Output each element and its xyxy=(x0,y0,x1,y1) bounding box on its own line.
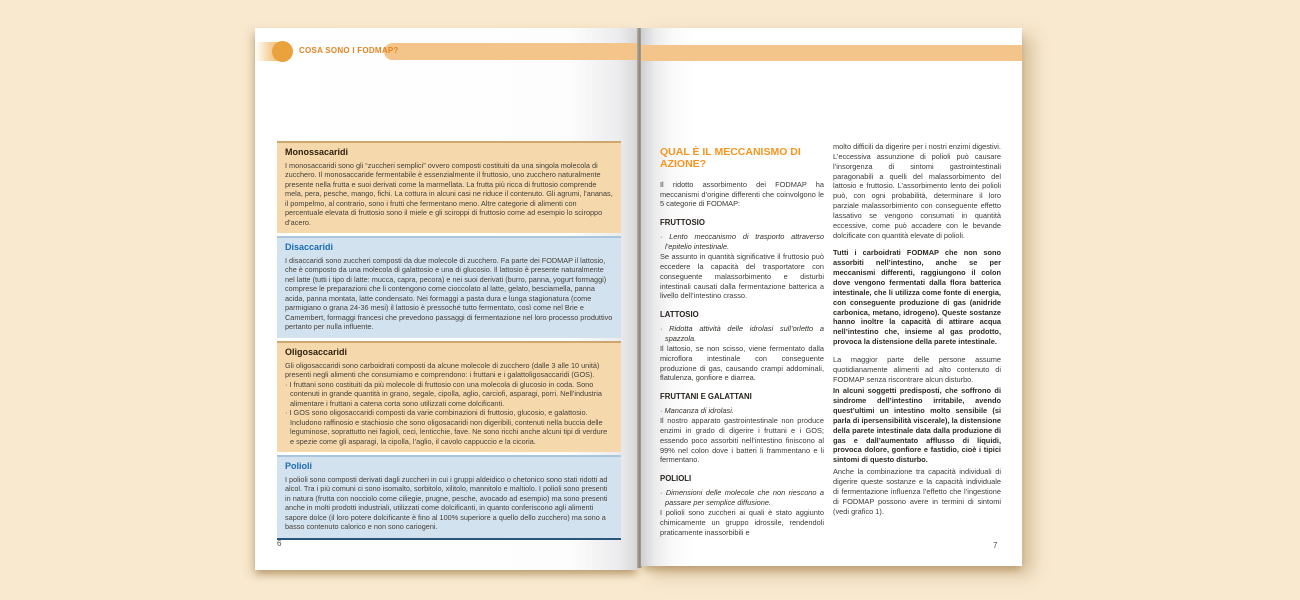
info-box-polioli xyxy=(277,455,621,540)
subsection-body: Il nostro apparato gastrointestinale non produce enzimi in grado di digerire i fruttani e i GOS; essendo poco assorbiti nell’intestino finiscono al 99% nel colon dove i batteri li frammentano e li fermentano. xyxy=(660,416,824,465)
mechanism-line: · Ridotta attività delle idrolasi sull’orletto a spazzola. xyxy=(660,324,824,344)
article-column-2 xyxy=(833,142,1001,518)
box-paragraph: I polioli sono composti derivati dagli zuccheri in cui i gruppi aldeidico o chetonico sono stati ridotti ad alcol. Tra i più comuni ci sono isomalto, sorbitolo, xilitolo, mannitolo e maltiolo. I polioli sono presenti in natura (frutta con nocciolo come ciliegie, prugne, pesche, avocado ad esempio) ma sono presenti anche in molti prodotti industriali, utilizzati come dolcificanti, in quanto conferiscono agli alimenti sapore dolce (il loro potere dolcificante è fino al 100% superiore a quello dello zucchero) ma sono a basso contenuto calorico e non sono cariogeni. xyxy=(285,474,608,532)
subsection-title-fruttani-galattani: FRUTTANI E GALATTANI xyxy=(660,392,752,402)
info-box-oligosaccaridi xyxy=(277,341,621,452)
header-bar-left xyxy=(384,43,638,60)
article-intro: Il ridotto assorbimento dei FODMAP ha meccanismi d’origine differenti che coinvolgono le 5 categorie di FODMAP: xyxy=(660,179,824,209)
section-heading: QUAL È IL MECCANISMO DI AZIONE? xyxy=(660,146,801,171)
open-book-spread xyxy=(255,28,1022,570)
article-paragraph: Anche la combinazione tra capacità individuali di digerire queste sostanze e la capacità individuale di fermentazione influenza l’effetto che l’ingestione di FODMAP possono avere in termini di sintomi (vedi grafico 1). xyxy=(833,467,1001,516)
article-paragraph-bold: Tutti i carboidrati FODMAP che non sono assorbiti nell’intestino, anche se per meccanismi differenti, raggiungono il colon dove vengono fermentati dalla flora batterica intestinale, che li utilizza come fonte di energia, con conseguente produzione di gas (anidride carbonica, metano, idrogeno). Queste sostanze hanno inoltre la capacità di attirare acqua nell’intestino che, insieme al gas prodotto, provoca la distensione della parete intestinale. xyxy=(833,248,1001,347)
subsection-body: Se assunto in quantità significative il fruttosio può eccedere la capacità del trasportatore con conseguente malassorbimento e disturbi intestinali causati dalla fermentazione batterica a livello dell’intestino crasso. xyxy=(660,251,824,301)
subsection-body: Il lattosio, se non scisso, viene fermentato dalla microflora intestinale con conseguente produzione di gas, causando crampi addominali, flatulenza, gonfiore e diarrea. xyxy=(660,343,824,383)
header-tab-dot xyxy=(272,41,293,62)
article-paragraph: molto difficili da digerire per i nostri enzimi digestivi. L’eccessiva assunzione di polioli può causare l’insorgenza di sintomi gastrointestinali paragonabili a quelli del malassorbimento del lattosio e fruttosio. L’assorbimento lento dei polioli può, con ogni probabilità, determinare il loro parziale malassorbimento con conseguente effetto lassativo se vengono consumati in quantità eccessive, come può accadere con le bevande dolcificate con quantità elevate di polioli. xyxy=(833,142,1001,240)
page-right xyxy=(641,28,1022,566)
article-paragraph: La maggior parte delle persone assume quotidianamente alimenti ad alto contenuto di FODMAP senza riscontrare alcun disturbo. xyxy=(833,354,1001,384)
mechanism-line: · Lento meccanismo di trasporto attraverso l’epitelio intestinale. xyxy=(660,232,824,252)
subsection-title-polioli: POLIOLI xyxy=(660,474,692,484)
page-left xyxy=(255,28,638,570)
box-bullet-item: · I GOS sono oligosaccaridi composti da varie combinazioni di fruttosio, glucosio, e galattosio. Includono raffinosio e stachiosio che sono oligosacaridi non digeribili, contenuti nella buccia delle leguminose, soprattutto nei fagioli, ceci, lenticchie, fave. Ne sono ricchi anche alcuni tipi di verdure e spezie come gli asparagi, la cipolla, l’aglio, il cavolo cappuccio e la cicoria. xyxy=(285,408,608,446)
mechanism-line: · Mancanza di idrolasi. xyxy=(660,406,734,416)
article-column-1 xyxy=(660,146,824,545)
header-bar-right xyxy=(641,45,1022,61)
box-title: Oligosaccaridi xyxy=(285,346,348,357)
box-title: Monossacaridi xyxy=(285,147,349,157)
info-box-disaccaridi xyxy=(277,236,621,338)
mechanism-line: · Dimensioni delle molecole che non riescono a passare per semplice diffusione. xyxy=(660,488,824,508)
box-paragraph: I disaccaridi sono zuccheri composti da due molecole di zucchero. Fa parte dei FODMAP il lattosio, che è composto da una molecola di galattosio e una di glucosio. Il lattosio è presente naturalmente nel latte (tutti i tipo di latte: mucca, capra, pecora) e nei suoi derivati (burro, panna, yogurt formaggi) comprese le preparazioni che li contengono come cioccolato al latte, gelato, besciamella, panna acida, panna montata, latte condensato. Nei formaggi a pasta dura e lunga stagionatura (come parmigiano o grana 24-36 mesi) il lattosio è pressoché tutto fermentato, così come nel Brie e Camembert, formaggi francesi che prevedono passaggi di fermentazione nel loro processo produttivo pertanto per nulla influente. xyxy=(285,255,613,332)
info-box-monosaccaridi xyxy=(277,141,621,233)
box-title: Polioli xyxy=(285,461,312,472)
box-title: Disaccaridi xyxy=(285,242,334,253)
box-paragraph: I monosaccaridi sono gli “zuccheri semplici” ovvero composti costituiti da una singola molecola di zucchero. Il monosaccaride fermentabile è essenzialmente il fruttosio, uno zucchero naturalmente presente nella frutta e suoi derivati come la marmellata. La frutta più ricca di fruttosio comprende mela, pera, pesche, mango, fichi. La cottura in alcuni casi ne riduce il contenuto. Gli agrumi, l’ananas, il pompelmo, al contrario, sono i frutti che fermentano meno. Altre categorie di alimenti con percentuale elevata di fruttosio sono il miele e gli sciroppi di fruttosio come ad esempio lo sciroppo d’acero. xyxy=(285,160,613,227)
subsection-title-fruttosio: FRUTTOSIO xyxy=(660,218,705,228)
box-paragraph: Gli oligosaccaridi sono carboidrati composti da alcune molecole di zucchero (dalle 3 alle 10 unità) presenti negli alimenti che consumiamo e comprendono: i fruttani e i galattoligosaccaridi (GOS). xyxy=(285,360,600,380)
subsection-title-lattosio: LATTOSIO xyxy=(660,310,699,320)
page-number-left: 6 xyxy=(277,539,282,548)
page-number-right: 7 xyxy=(993,541,998,550)
box-bullet-item: · I fruttani sono costituiti da più molecole di fruttosio con una molecola di glucosio in coda. Sono contenuti in grande quantità in grano, segale, cipolla, aglio, carciofi, asparagi, porri. Nell’industria alimentare i fruttani a catena corta sono utilizzati come dolcificanti. xyxy=(285,379,602,408)
chapter-tab-label: COSA SONO I FODMAP? xyxy=(299,46,399,55)
subsection-body: I polioli sono zuccheri ai quali è stato aggiunto chimicamente un gruppo idrossile, rendendoli praticamente inassorbibili e xyxy=(660,508,824,537)
info-box-list xyxy=(277,141,621,540)
article-paragraph-bold: In alcuni soggetti predisposti, che soffrono di sindrome dell’intestino irritabile, avendo quest’ultimi un intestino molto sensibile (si parla di ipersensibilità viscerale), la distensione della parete intestinale data dalla produzione di gas e dall’aumentato afflusso di liquidi, provoca dolore, gonfiore e fastidio, cioè i tipici sintomi di questo disturbo. xyxy=(833,386,1001,465)
